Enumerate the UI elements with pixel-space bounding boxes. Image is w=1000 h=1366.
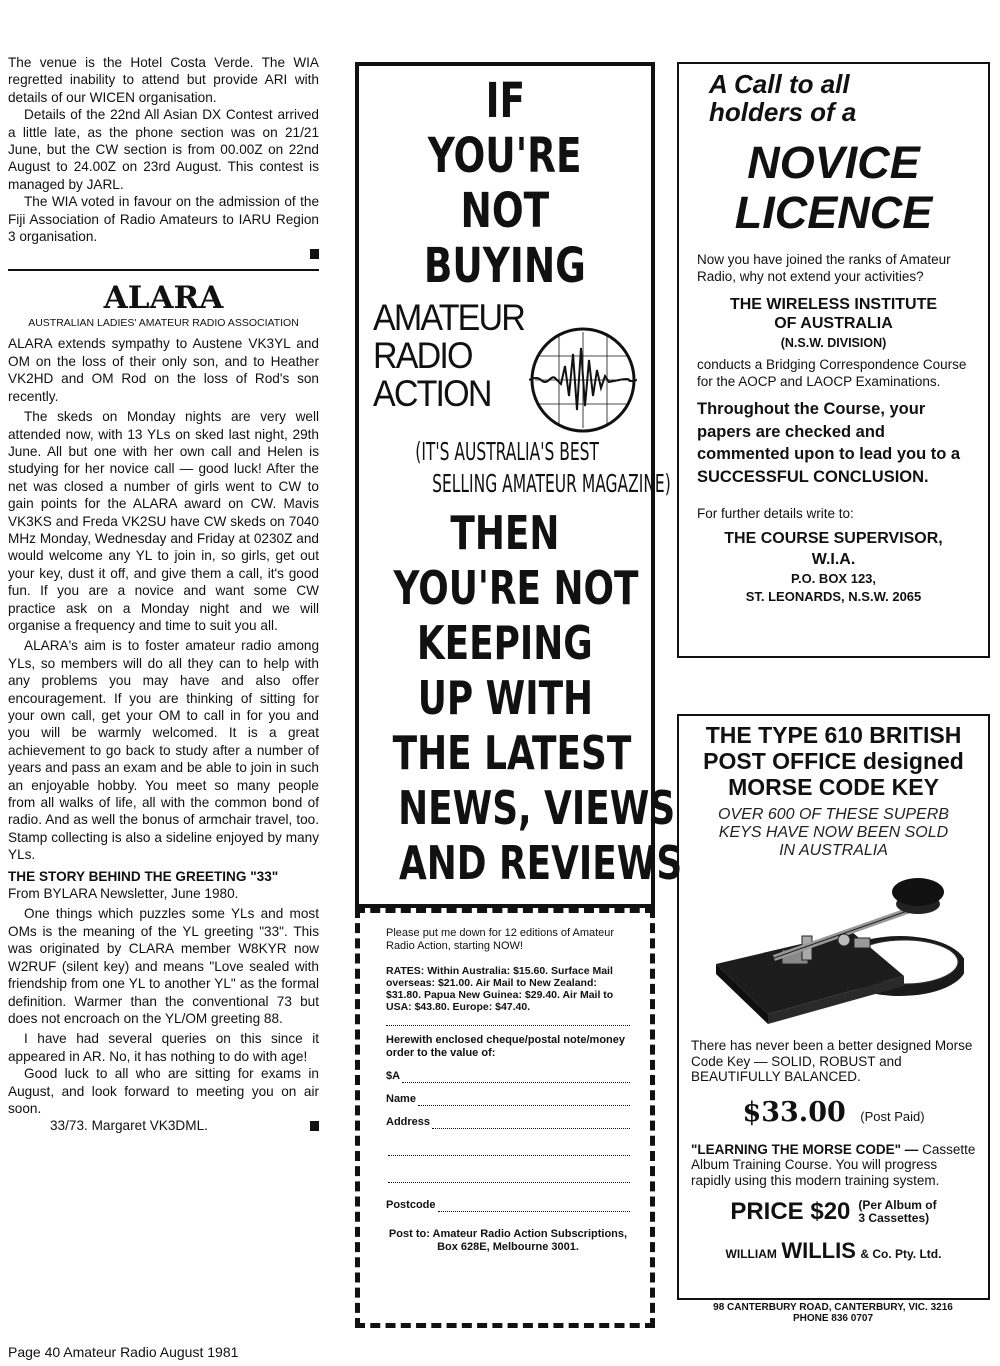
coupon-intro: Please put me down for 12 editions of Amateur Radio Action, starting NOW! — [386, 927, 615, 952]
price-line — [691, 1097, 976, 1128]
novice-licence-ad — [677, 62, 990, 658]
paragraph: For further details write to: — [697, 506, 854, 521]
paragraph-text: The WIA voted in favour on the admission of the Fiji Association of Radio Amateurs to IARU Region 3 organisation. — [8, 194, 319, 245]
oscilloscope-icon — [529, 326, 637, 434]
organisation-name: THE WIRELESS INSTITUTE — [729, 296, 938, 313]
dotted-line — [438, 1201, 630, 1212]
price: $33.00 — [742, 1096, 846, 1128]
dotted-line — [402, 1072, 630, 1083]
ad-headline: BUYING — [423, 238, 587, 294]
postcode-field[interactable] — [386, 1199, 630, 1212]
address-field[interactable] — [386, 1116, 630, 1129]
ad-headline: THEN — [450, 506, 560, 560]
contact-address: ST. LEONARDS, N.S.W. 2065 — [745, 588, 922, 604]
ad-kicker: holders of a — [709, 97, 857, 127]
paragraph: The skeds on Monday nights are very well attended now, with 13 YLs on sked last night, 29th June. All but one with her own call and Helen is studying for her novice call — good luck! After the net was closed a number of girls went to CW to gain points for the ALARA award on CW. Mavis VK3KS and Freda VK2SU have CW skeds on 7040 MHz Monday, Wednesday and Friday at 0230Z and would welcome any YL to join in, so girls, get out your key, dust it off, and give them a call, it's good fun. If you are a novice and want some CW practice ask on a Monday night and we will organise a frequency and time to suit you all. — [8, 409, 319, 633]
morse-key-ad — [677, 714, 990, 1300]
field-label: Postcode — [386, 1199, 436, 1211]
amount-field[interactable] — [386, 1070, 630, 1083]
field-label: $A — [386, 1070, 401, 1082]
ad-subheading: KEYS HAVE NOW BEEN SOLD — [718, 824, 949, 841]
section-subtitle: AUSTRALIAN LADIES' AMATEUR RADIO ASSOCIATION — [28, 317, 299, 330]
ad-kicker: A Call to all — [709, 69, 850, 99]
company-name-part: WILLIS — [781, 1238, 856, 1263]
ad-headline: POST OFFICE designed — [703, 748, 964, 774]
morse-key-image — [704, 866, 964, 1026]
ad-subheading: OVER 600 OF THESE SUPERB — [718, 806, 949, 823]
end-mark-icon — [310, 249, 319, 259]
ad-headline: YOU'RE — [428, 128, 582, 184]
paragraph — [8, 193, 319, 245]
divider — [8, 269, 319, 271]
paragraph: The venue is the Hotel Costa Verde. The WIA regretted inability to attend but provide ARI with details of our WICEN organisation. — [8, 55, 319, 105]
left-column — [8, 54, 319, 1135]
paragraph: ALARA's aim is to foster amateur radio among YLs, so members will do all they can to help with any problems you may have and also offer encouragement. If you are thinking of sitting for your own call, get your OM to call in for you and you will be warmly welcomed. It is a great achievement to go back to study after a number of years and pass an exam and be able to join in such an enjoyable hobby. You meet so many people from all walks of life, all with the common bond of radio. And as well the bonus of armchair travel, too. Stamp collecting is also a sideline enjoyed by many YLs. — [8, 638, 319, 863]
paragraph: One things which puzzles some YLs and most OMs is the meaning of the YL greeting "33". This was originated by CLARA member W8KYR now W2RUF (silent key) and means "Love sealed with friendship from one YL to another YL" as the formal definition. Warmer than the conventional 73 but does not encroach on the YL/OM greeting 88. — [8, 906, 319, 1026]
product-name: "LEARNING THE MORSE CODE" — — [691, 1141, 919, 1157]
end-mark-icon — [310, 1121, 319, 1131]
address-line-2[interactable] — [386, 1145, 630, 1156]
ad-headline: UP WITH — [417, 671, 593, 725]
logo-word: AMATEUR — [373, 297, 525, 338]
signature-line — [8, 1117, 319, 1134]
amateur-radio-action-ad — [355, 62, 683, 908]
subscription-coupon — [355, 908, 655, 1328]
company-name — [691, 1238, 976, 1264]
section-title: ALARA — [103, 280, 224, 317]
field-label: Address — [386, 1116, 431, 1128]
ad-headline: KEEPING — [417, 616, 593, 670]
magazine-logo — [359, 298, 651, 428]
ad-headline: LICENCE — [734, 187, 933, 238]
address-line: 98 CANTERBURY ROAD, CANTERBURY, VIC. 3216 — [713, 1302, 953, 1313]
dotted-line — [388, 1172, 630, 1183]
field-label: Name — [386, 1093, 416, 1105]
paragraph: Details of the 22nd All Asian DX Contest arrived a little late, as the phone section was on 21/21 June, but the CW section is from 00.00Z on 22nd August to 24.00Z on 23rd August. This contest is managed by JARL. — [8, 107, 319, 192]
ad-subheading: IN AUSTRALIA — [779, 842, 888, 859]
dotted-line — [432, 1118, 630, 1129]
paragraph: Throughout the Course, your papers are checked and commented upon to lead you to a SUCCESSFUL CONCLUSION. — [697, 400, 961, 486]
name-field[interactable] — [386, 1093, 630, 1106]
price-note: 3 Cassettes) — [858, 1211, 930, 1225]
coupon-rates: RATES: Within Australia: $15.60. Surface Mail overseas: $21.00. Air Mail to New Zealand: $31.80. Papua New Guinea: $29.40. Air Mail to USA: $43.80. Europe: $47.40. — [386, 965, 614, 1013]
price-note: (Post Paid) — [860, 1108, 925, 1124]
ad-headline: THE TYPE 610 BRITISH — [705, 722, 962, 748]
organisation-division: (N.S.W. DIVISION) — [780, 336, 887, 350]
ad-headline: NOVICE — [747, 137, 920, 188]
ad-headline: IF — [485, 73, 525, 129]
ad-headline: THE LATEST — [392, 726, 632, 780]
price-line — [691, 1198, 976, 1226]
price: PRICE $20 — [730, 1198, 851, 1225]
paragraph: Good luck to all who are sitting for exams in August, and look forward to meeting you on air soon. — [8, 1066, 319, 1116]
coupon-post-to: Post to: Amateur Radio Action Subscriptions, Box 628E, Melbourne 3001. — [388, 1228, 628, 1253]
dotted-line — [418, 1095, 630, 1106]
company-name-part: & Co. Pty. Ltd. — [860, 1247, 942, 1261]
dotted-line — [388, 1145, 630, 1156]
ad-headline: AND REVIEWS — [398, 836, 683, 890]
ad-tagline: SELLING AMATEUR MAGAZINE) — [432, 469, 671, 498]
paragraph: Now you have joined the ranks of Amateur Radio, why not extend your activities? — [697, 252, 951, 284]
paragraph: ALARA extends sympathy to Austene VK3YL and OM on the loss of their only son, and to Heather VK2HD and OM Rod on the loss of Rod's son recently. — [8, 336, 319, 404]
divider — [386, 1025, 630, 1026]
paragraph: conducts a Bridging Correspondence Course for the AOCP and LAOCP Examinations. — [697, 357, 967, 389]
ad-headline: MORSE CODE KEY — [728, 774, 939, 800]
ad-headline: NEWS, VIEWS — [398, 781, 676, 835]
paragraph-text: Cassette Album Training Course. You will progress rapidly using this modern training system. — [691, 1141, 976, 1188]
subheading: THE STORY BEHIND THE GREETING "33" — [8, 868, 279, 884]
ad-headline: NOT — [460, 183, 550, 239]
paragraph — [691, 1142, 976, 1189]
paragraph: There has never been a better designed Morse Code Key — SOLID, ROBUST and BEAUTIFULLY BALANCED. — [691, 1038, 973, 1084]
page-footer: Page 40 Amateur Radio August 1981 — [8, 1344, 239, 1360]
coupon-herewith: Herewith enclosed cheque/postal note/money order to the value of: — [386, 1034, 625, 1059]
logo-word: RADIO — [373, 335, 472, 376]
logo-word: ACTION — [373, 373, 491, 414]
ad-tagline: (IT'S AUSTRALIA'S BEST — [415, 437, 599, 466]
signature: 33/73. Margaret VK3DML. — [50, 1118, 208, 1134]
paragraph: I have had several queries on this since it appeared in AR. No, it has nothing to do with age! — [8, 1031, 319, 1064]
organisation-name: OF AUSTRALIA — [774, 315, 893, 332]
ad-headline: YOU'RE NOT — [393, 561, 639, 615]
byline: From BYLARA Newsletter, June 1980. — [8, 886, 239, 902]
phone-line: PHONE 836 0707 — [792, 1313, 874, 1324]
company-address — [676, 1302, 990, 1324]
address-line-3[interactable] — [386, 1172, 630, 1183]
price-note: (Per Album of — [858, 1198, 937, 1212]
contact-address: P.O. BOX 123, — [790, 570, 877, 586]
contact-title: THE COURSE SUPERVISOR, — [724, 529, 943, 547]
company-name-part: WILLIAM — [725, 1247, 777, 1261]
contact-org: W.I.A. — [811, 550, 856, 568]
